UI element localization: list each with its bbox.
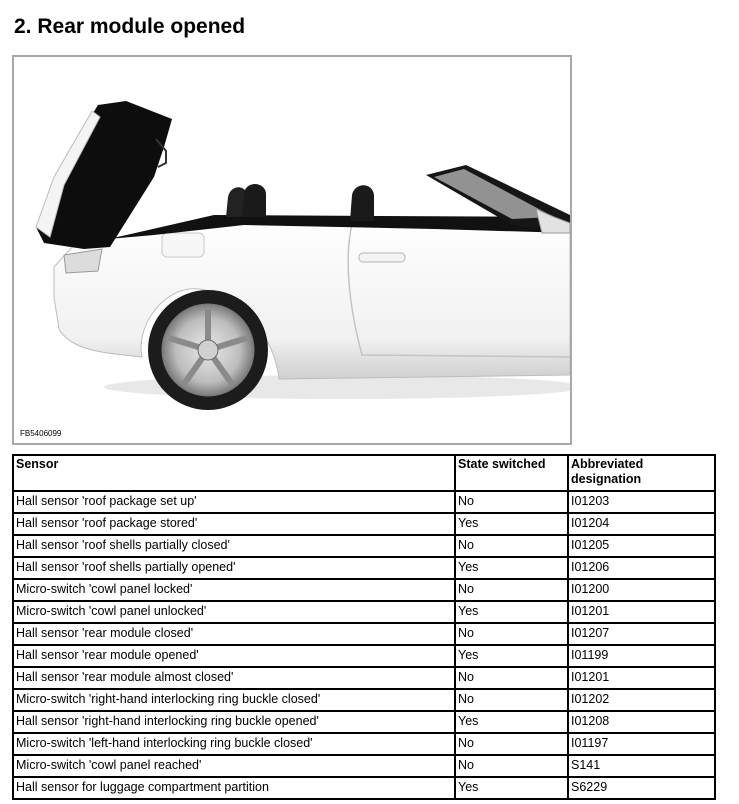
state-cell: No — [455, 491, 568, 513]
table-row — [13, 491, 715, 513]
designation-cell: I01206 — [568, 557, 715, 579]
rear-seat-2 — [242, 184, 266, 217]
table-row — [13, 777, 715, 799]
designation-cell: I01201 — [568, 601, 715, 623]
state-cell: No — [455, 623, 568, 645]
convertible-car-illustration — [14, 57, 570, 443]
state-cell: Yes — [455, 711, 568, 733]
designation-cell: S6229 — [568, 777, 715, 799]
table-row — [13, 601, 715, 623]
table-row — [13, 513, 715, 535]
designation-cell: S141 — [568, 755, 715, 777]
sensor-cell: Micro-switch 'left-hand interlocking ring buckle closed' — [13, 733, 455, 755]
state-cell: Yes — [455, 645, 568, 667]
door-handle — [359, 253, 405, 262]
designation-cell: I01197 — [568, 733, 715, 755]
sensor-cell: Hall sensor 'right-hand interlocking ring buckle opened' — [13, 711, 455, 733]
designation-cell: I01205 — [568, 535, 715, 557]
sensor-cell: Micro-switch 'right-hand interlocking ring buckle closed' — [13, 689, 455, 711]
sensor-cell: Hall sensor 'rear module closed' — [13, 623, 455, 645]
sensor-cell: Hall sensor 'rear module almost closed' — [13, 667, 455, 689]
sensor-cell: Micro-switch 'cowl panel unlocked' — [13, 601, 455, 623]
sensor-cell: Hall sensor 'roof package stored' — [13, 513, 455, 535]
designation-cell: I01208 — [568, 711, 715, 733]
wheel-hub — [198, 340, 218, 360]
sensor-cell: Hall sensor 'rear module opened' — [13, 645, 455, 667]
sensor-cell: Micro-switch 'cowl panel reached' — [13, 755, 455, 777]
table-row — [13, 579, 715, 601]
table-row — [13, 711, 715, 733]
fuel-cap — [162, 233, 204, 257]
state-cell: No — [455, 535, 568, 557]
table-row — [13, 755, 715, 777]
sensor-cell: Hall sensor for luggage compartment partition — [13, 777, 455, 799]
car-illustration-figure — [12, 55, 572, 445]
designation-cell: I01200 — [568, 579, 715, 601]
header-sensor: Sensor — [13, 455, 455, 491]
state-cell: No — [455, 755, 568, 777]
table-row — [13, 667, 715, 689]
state-cell: No — [455, 733, 568, 755]
table-header-row — [13, 455, 715, 491]
sensor-cell: Hall sensor 'roof shells partially opened' — [13, 557, 455, 579]
table-row — [13, 645, 715, 667]
state-cell: No — [455, 689, 568, 711]
sensor-table — [12, 454, 716, 800]
designation-cell: I01204 — [568, 513, 715, 535]
table-row — [13, 733, 715, 755]
state-cell: Yes — [455, 513, 568, 535]
designation-cell: I01207 — [568, 623, 715, 645]
state-cell: Yes — [455, 601, 568, 623]
table-row — [13, 557, 715, 579]
sensor-cell: Hall sensor 'roof package set up' — [13, 491, 455, 513]
designation-cell: I01202 — [568, 689, 715, 711]
table-row — [13, 689, 715, 711]
designation-cell: I01203 — [568, 491, 715, 513]
designation-cell: I01201 — [568, 667, 715, 689]
state-cell: No — [455, 579, 568, 601]
sensor-cell: Hall sensor 'roof shells partially closed' — [13, 535, 455, 557]
sensor-cell: Micro-switch 'cowl panel locked' — [13, 579, 455, 601]
state-cell: Yes — [455, 557, 568, 579]
front-seat — [350, 185, 374, 221]
figure-code: FB5406099 — [20, 429, 62, 438]
header-abbreviated-designation: Abbreviated designation — [568, 455, 715, 491]
table-row — [13, 535, 715, 557]
table-row — [13, 623, 715, 645]
state-cell: Yes — [455, 777, 568, 799]
designation-cell: I01199 — [568, 645, 715, 667]
car-body — [54, 217, 570, 379]
page-title: 2. Rear module opened — [14, 15, 246, 38]
state-cell: No — [455, 667, 568, 689]
header-state-switched: State switched — [455, 455, 568, 491]
